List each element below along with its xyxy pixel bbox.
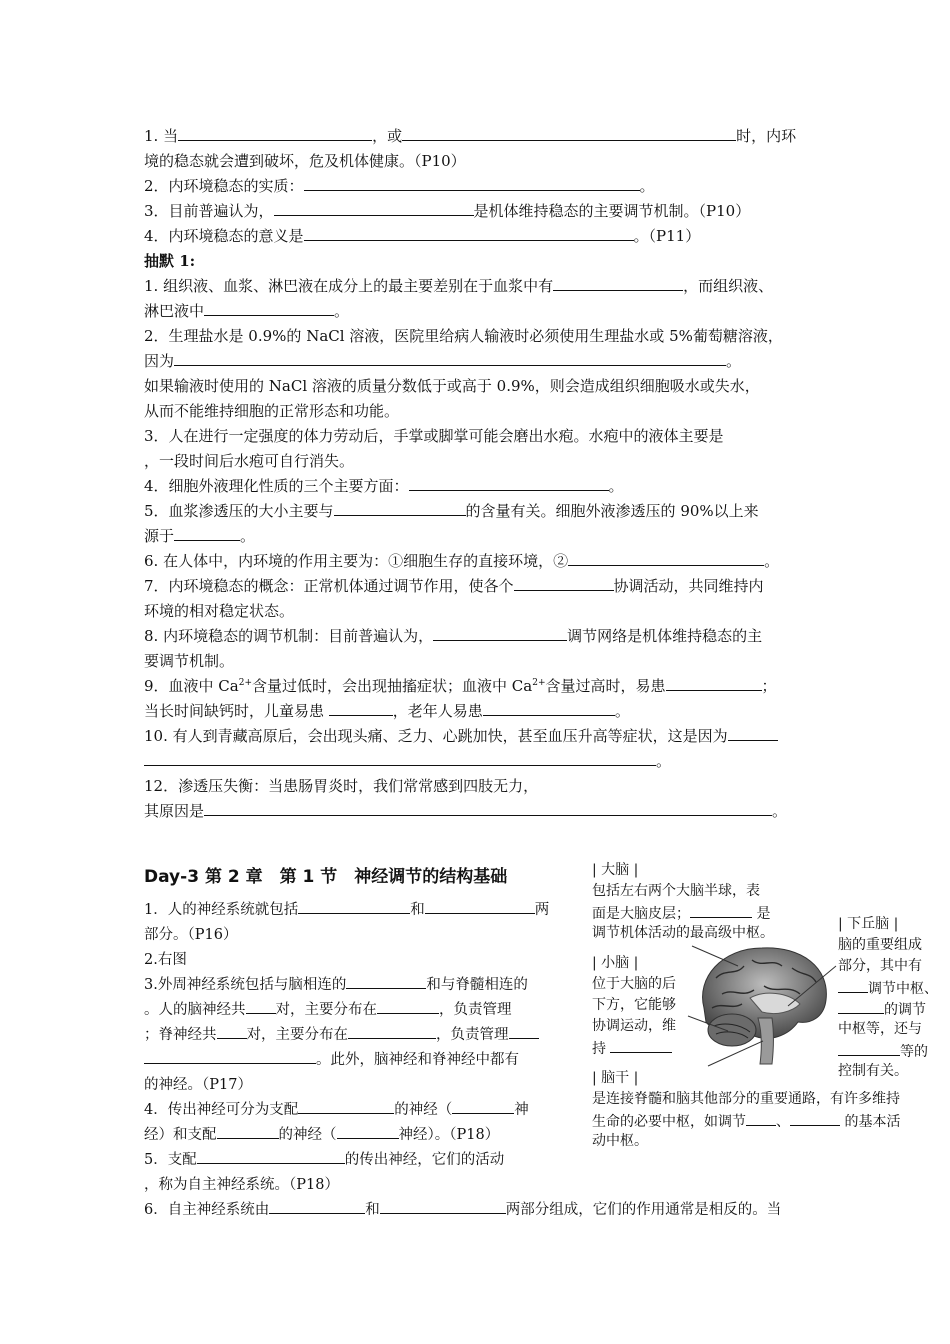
dictation-3-line-2: ，一段时间后水疱可自行消失。 (144, 452, 355, 470)
d6-end: 。 (764, 552, 780, 570)
dictation-1-line-2 (144, 299, 808, 323)
d8-text-a: 8. 内环境稳态的调节机制：目前普遍认为， (144, 627, 434, 645)
blank[interactable] (409, 475, 609, 491)
dictation-5-line-1 (144, 499, 808, 523)
q1-text-a: 1. 当 (144, 127, 179, 145)
blank[interactable] (337, 1123, 399, 1139)
cb-desc-1: 位于大脑的后 (592, 976, 676, 992)
n6-text-c: 两部分组成，它们的作用通常是相反的。当 (505, 1202, 782, 1218)
nerve-q1-line-2: 部分。（P16） (144, 927, 238, 943)
n3-text-a: 3.外周神经系统包括与脑相连的 (144, 977, 347, 993)
cerebrum-desc-2: 面是大脑皮层； 是 (592, 902, 770, 925)
d9-text-e: 当长时间缺钙时，儿童易患 (144, 702, 325, 720)
dictation-12-line-1: 12．渗透压失衡：当患肠胃炎时，我们常常感到四肢无力， (144, 777, 539, 795)
n4-text-d: 经）和支配 (144, 1127, 217, 1143)
n4-text-e: 的神经（ (278, 1127, 337, 1143)
cerebellum-tag: | 小脑 | (592, 955, 639, 971)
d10-end: 。 (656, 752, 672, 770)
q2-text: 2．内环境稳态的实质： (144, 177, 304, 195)
n4-text-c: 神 (514, 1102, 529, 1118)
nerve-q2: 2.右图 (144, 952, 187, 968)
d9-text-f: ，老年人易患 (392, 702, 483, 720)
blank[interactable] (329, 700, 393, 716)
dictation-8-line-1 (144, 624, 808, 648)
dictation-10-line-2 (144, 749, 808, 773)
d1-text-b: ，而组织液、 (683, 277, 774, 295)
n6-text-b: 和 (365, 1202, 380, 1218)
brainstem-tag: | 脑干 | (592, 1070, 639, 1086)
d2-end: 。 (726, 352, 742, 370)
dictation-2-line-1: 2．生理盐水是 0.9%的 NaCl 溶液，医院里给病人输液时必须使用生理盐水或 5%葡萄糖溶液， (144, 327, 783, 345)
dictation-2-line-3: 如果输液时使用的 NaCl 溶液的质量分数低于或高于 0.9%，则会造成组织细胞吸水或失水， (144, 377, 760, 395)
d5-end: 。 (240, 527, 256, 545)
dictation-heading: 抽默 1: (144, 252, 196, 270)
d9-end: 。 (614, 702, 630, 720)
d9-text-d: ； (761, 677, 777, 695)
hypo-desc-1: 脑的重要组成 (838, 937, 922, 953)
d12-text-b: 其原因是 (144, 802, 205, 820)
blank[interactable] (553, 275, 683, 291)
d5-text-c: 源于 (144, 527, 175, 545)
dictation-7-line-1 (144, 574, 808, 598)
blank[interactable] (298, 898, 410, 914)
blank[interactable] (197, 1148, 345, 1164)
q3-text-b: 是机体维持稳态的主要调节机制。（P10） (473, 202, 751, 220)
q4-text-b: 。（P11） (633, 227, 701, 245)
d5-text-b: 的含量有关。细胞外液渗透压的 90%以上来 (465, 502, 759, 520)
blank[interactable] (348, 1023, 436, 1039)
cb-desc-2: 下方，它能够 (592, 997, 676, 1013)
blank[interactable] (514, 575, 614, 591)
question-2 (144, 174, 808, 198)
d1-end: 。 (334, 302, 350, 320)
n4-text-f: 神经）。（P18） (398, 1127, 500, 1143)
dictation-12-line-2 (144, 799, 808, 823)
question-1-line-2: 境的稳态就会遭到破坏，危及机体健康。（P10） (144, 152, 466, 170)
blank[interactable] (144, 1048, 316, 1064)
bs-desc-3: 动中枢。 (592, 1133, 648, 1149)
d7-text-a: 7．内环境稳态的概念：正常机体通过调节作用，使各个 (144, 577, 514, 595)
hypo-desc-3: 调节中枢、 (838, 977, 938, 1000)
blank[interactable] (304, 225, 634, 241)
blank[interactable] (746, 1110, 776, 1126)
blank[interactable] (217, 1123, 279, 1139)
blank[interactable] (334, 500, 466, 516)
hypothalamus-tag: | 下丘脑 | (838, 916, 899, 932)
nerve-q5-line-2: ，称为自主神经系统。（P18） (144, 1177, 339, 1193)
d9-text-c: 含量过高时，易患 (545, 677, 666, 695)
d9-text-b: 含量过低时，会出现抽搐症状；血液中 Ca (252, 677, 533, 695)
nerve-q3-line-1 (144, 973, 568, 998)
d2-text-b: 因为 (144, 352, 175, 370)
n3-text-c: 。人的脑神经共 (144, 1002, 246, 1018)
blank[interactable] (380, 1198, 506, 1214)
question-1-line-1 (144, 124, 808, 148)
brain-figure (588, 856, 950, 1156)
nerve-q3-line-5: 的神经。（P17） (144, 1077, 252, 1093)
blank[interactable] (433, 625, 567, 641)
cb-desc-3: 协调运动，维 (592, 1018, 676, 1034)
dictation-10-line-1 (144, 724, 808, 748)
hypo-desc-6: 等的 (838, 1040, 928, 1063)
blank[interactable] (666, 675, 762, 691)
d12-end: 。 (772, 802, 788, 820)
n1-text-a: 1．人的神经系统就包括 (144, 902, 299, 918)
cerebrum-tag: | 大脑 | (592, 862, 639, 878)
q3-text-a: 3．目前普遍认为， (144, 202, 274, 220)
superscript: 2+ (238, 678, 253, 688)
n4-text-a: 4．传出神经可分为支配 (144, 1102, 299, 1118)
blank[interactable] (304, 175, 640, 191)
n3-text-d: 对，主要分布在 (275, 1002, 377, 1018)
blank[interactable] (346, 973, 426, 989)
blank[interactable] (402, 125, 736, 141)
n5-text-b: 的传出神经，它们的活动 (344, 1152, 505, 1168)
n1-text-c: 两 (534, 902, 550, 918)
dictation-9-line-2 (144, 699, 808, 723)
n3-text-g: 对，主要分布在 (246, 1027, 348, 1043)
d6-text: 6. 在人体中，内环境的作用主要为：①细胞生存的直接环境，② (144, 552, 569, 570)
hypo-desc-4: 的调节 (838, 998, 926, 1021)
q1-text-b: ，或 (372, 127, 403, 145)
blank[interactable] (217, 1023, 247, 1039)
hypo-desc-5: 中枢等，还与 (838, 1021, 922, 1037)
nerve-q1-line-1 (144, 898, 568, 923)
dictation-3-line-1: 3．人在进行一定强度的体力劳动后，手掌或脚掌可能会磨出水疱。水疱中的液体主要是 (144, 427, 724, 445)
superscript: 2+ (532, 678, 546, 688)
n3-text-b: 和与脊髓相连的 (426, 977, 528, 993)
question-3 (144, 199, 808, 223)
d8-text-b: 调节网络是机体维持稳态的主 (567, 627, 763, 645)
blank[interactable] (509, 1023, 539, 1039)
blank[interactable] (568, 550, 764, 566)
dictation-5-line-2 (144, 524, 808, 548)
blank[interactable] (377, 998, 439, 1014)
d9-text-a: 9．血液中 Ca (144, 677, 239, 695)
blank[interactable] (246, 998, 276, 1014)
d1-text-a: 1. 组织液、血浆、淋巴液在成分上的最主要差别在于血浆中有 (144, 277, 554, 295)
d5-text-a: 5．血浆渗透压的大小主要与 (144, 502, 334, 520)
blank[interactable] (483, 700, 615, 716)
blank[interactable] (269, 1198, 365, 1214)
q1-text-c: 时，内环 (736, 127, 797, 145)
blank[interactable] (144, 750, 656, 766)
dictation-8-line-2: 要调节机制。 (144, 652, 235, 670)
blank[interactable] (790, 1110, 840, 1126)
n3-text-h: ，负责管理 (436, 1027, 509, 1043)
dictation-9-line-1 (144, 674, 808, 698)
cerebrum-desc-3: 调节机体活动的最高级中枢。 (592, 925, 774, 941)
blank[interactable] (178, 125, 372, 141)
nerve-q4-line-1 (144, 1098, 568, 1123)
dictation-1-line-1 (144, 274, 808, 298)
dictation-4 (144, 474, 808, 498)
nerve-q3-line-3 (144, 1023, 568, 1048)
section-title: Day-3 第 2 章 第 1 节 神经调节的结构基础 (144, 867, 508, 887)
n5-text-a: 5．支配 (144, 1152, 197, 1168)
blank[interactable] (728, 725, 778, 741)
dictation-6 (144, 549, 808, 573)
d10-text: 10. 有人到青藏高原后，会出现头痛、乏力、心跳加快，甚至血压升高等症状，这是因为 (144, 727, 728, 745)
n1-text-b: 和 (410, 902, 425, 918)
n3-text-f: ；脊神经共 (144, 1027, 217, 1043)
d7-text-b: 协调活动，共同维持内 (613, 577, 764, 595)
nerve-q5-line-1 (144, 1148, 568, 1173)
blank[interactable] (452, 1098, 514, 1114)
hypo-desc-7: 控制有关。 (838, 1063, 908, 1079)
d4-end: 。 (608, 477, 624, 495)
nerve-q3-line-2 (144, 998, 568, 1023)
dictation-2-line-4: 从而不能维持细胞的正常形态和功能。 (144, 402, 400, 420)
cb-desc-4: 持 (592, 1037, 672, 1060)
d1-text-c: 淋巴液中 (144, 302, 205, 320)
blank[interactable] (174, 350, 726, 366)
d4-text: 4．细胞外液理化性质的三个主要方面： (144, 477, 409, 495)
nerve-q6 (144, 1198, 808, 1222)
blank[interactable] (204, 800, 772, 816)
nerve-q3-line-4 (144, 1048, 568, 1073)
n4-text-b: 的神经（ (394, 1102, 453, 1118)
n3-text-e: ，负责管理 (439, 1002, 512, 1018)
hypo-desc-2: 部分，其中有 (838, 958, 922, 974)
bs-desc-1: 是连接脊髓和脑其他部分的重要通路，有许多维持 (592, 1091, 900, 1107)
q2-end: 。 (639, 177, 655, 195)
n6-text-a: 6．自主神经系统由 (144, 1202, 270, 1218)
question-4 (144, 224, 808, 248)
nerve-q4-line-2 (144, 1123, 568, 1148)
q4-text-a: 4．内环境稳态的意义是 (144, 227, 304, 245)
blank[interactable] (298, 1098, 394, 1114)
cerebrum-desc-1: 包括左右两个大脑半球，表 (592, 883, 760, 899)
blank[interactable] (425, 898, 535, 914)
n3-text-i: 。此外，脑神经和脊神经中都有 (316, 1052, 519, 1068)
dictation-7-line-2: 环境的相对稳定状态。 (144, 602, 295, 620)
dictation-2-line-2 (144, 349, 808, 373)
blank[interactable] (274, 200, 474, 216)
blank[interactable] (204, 300, 334, 316)
blank[interactable] (174, 525, 240, 541)
bs-desc-2: 生命的必要中枢，如调节 、 的基本活 (592, 1110, 900, 1133)
